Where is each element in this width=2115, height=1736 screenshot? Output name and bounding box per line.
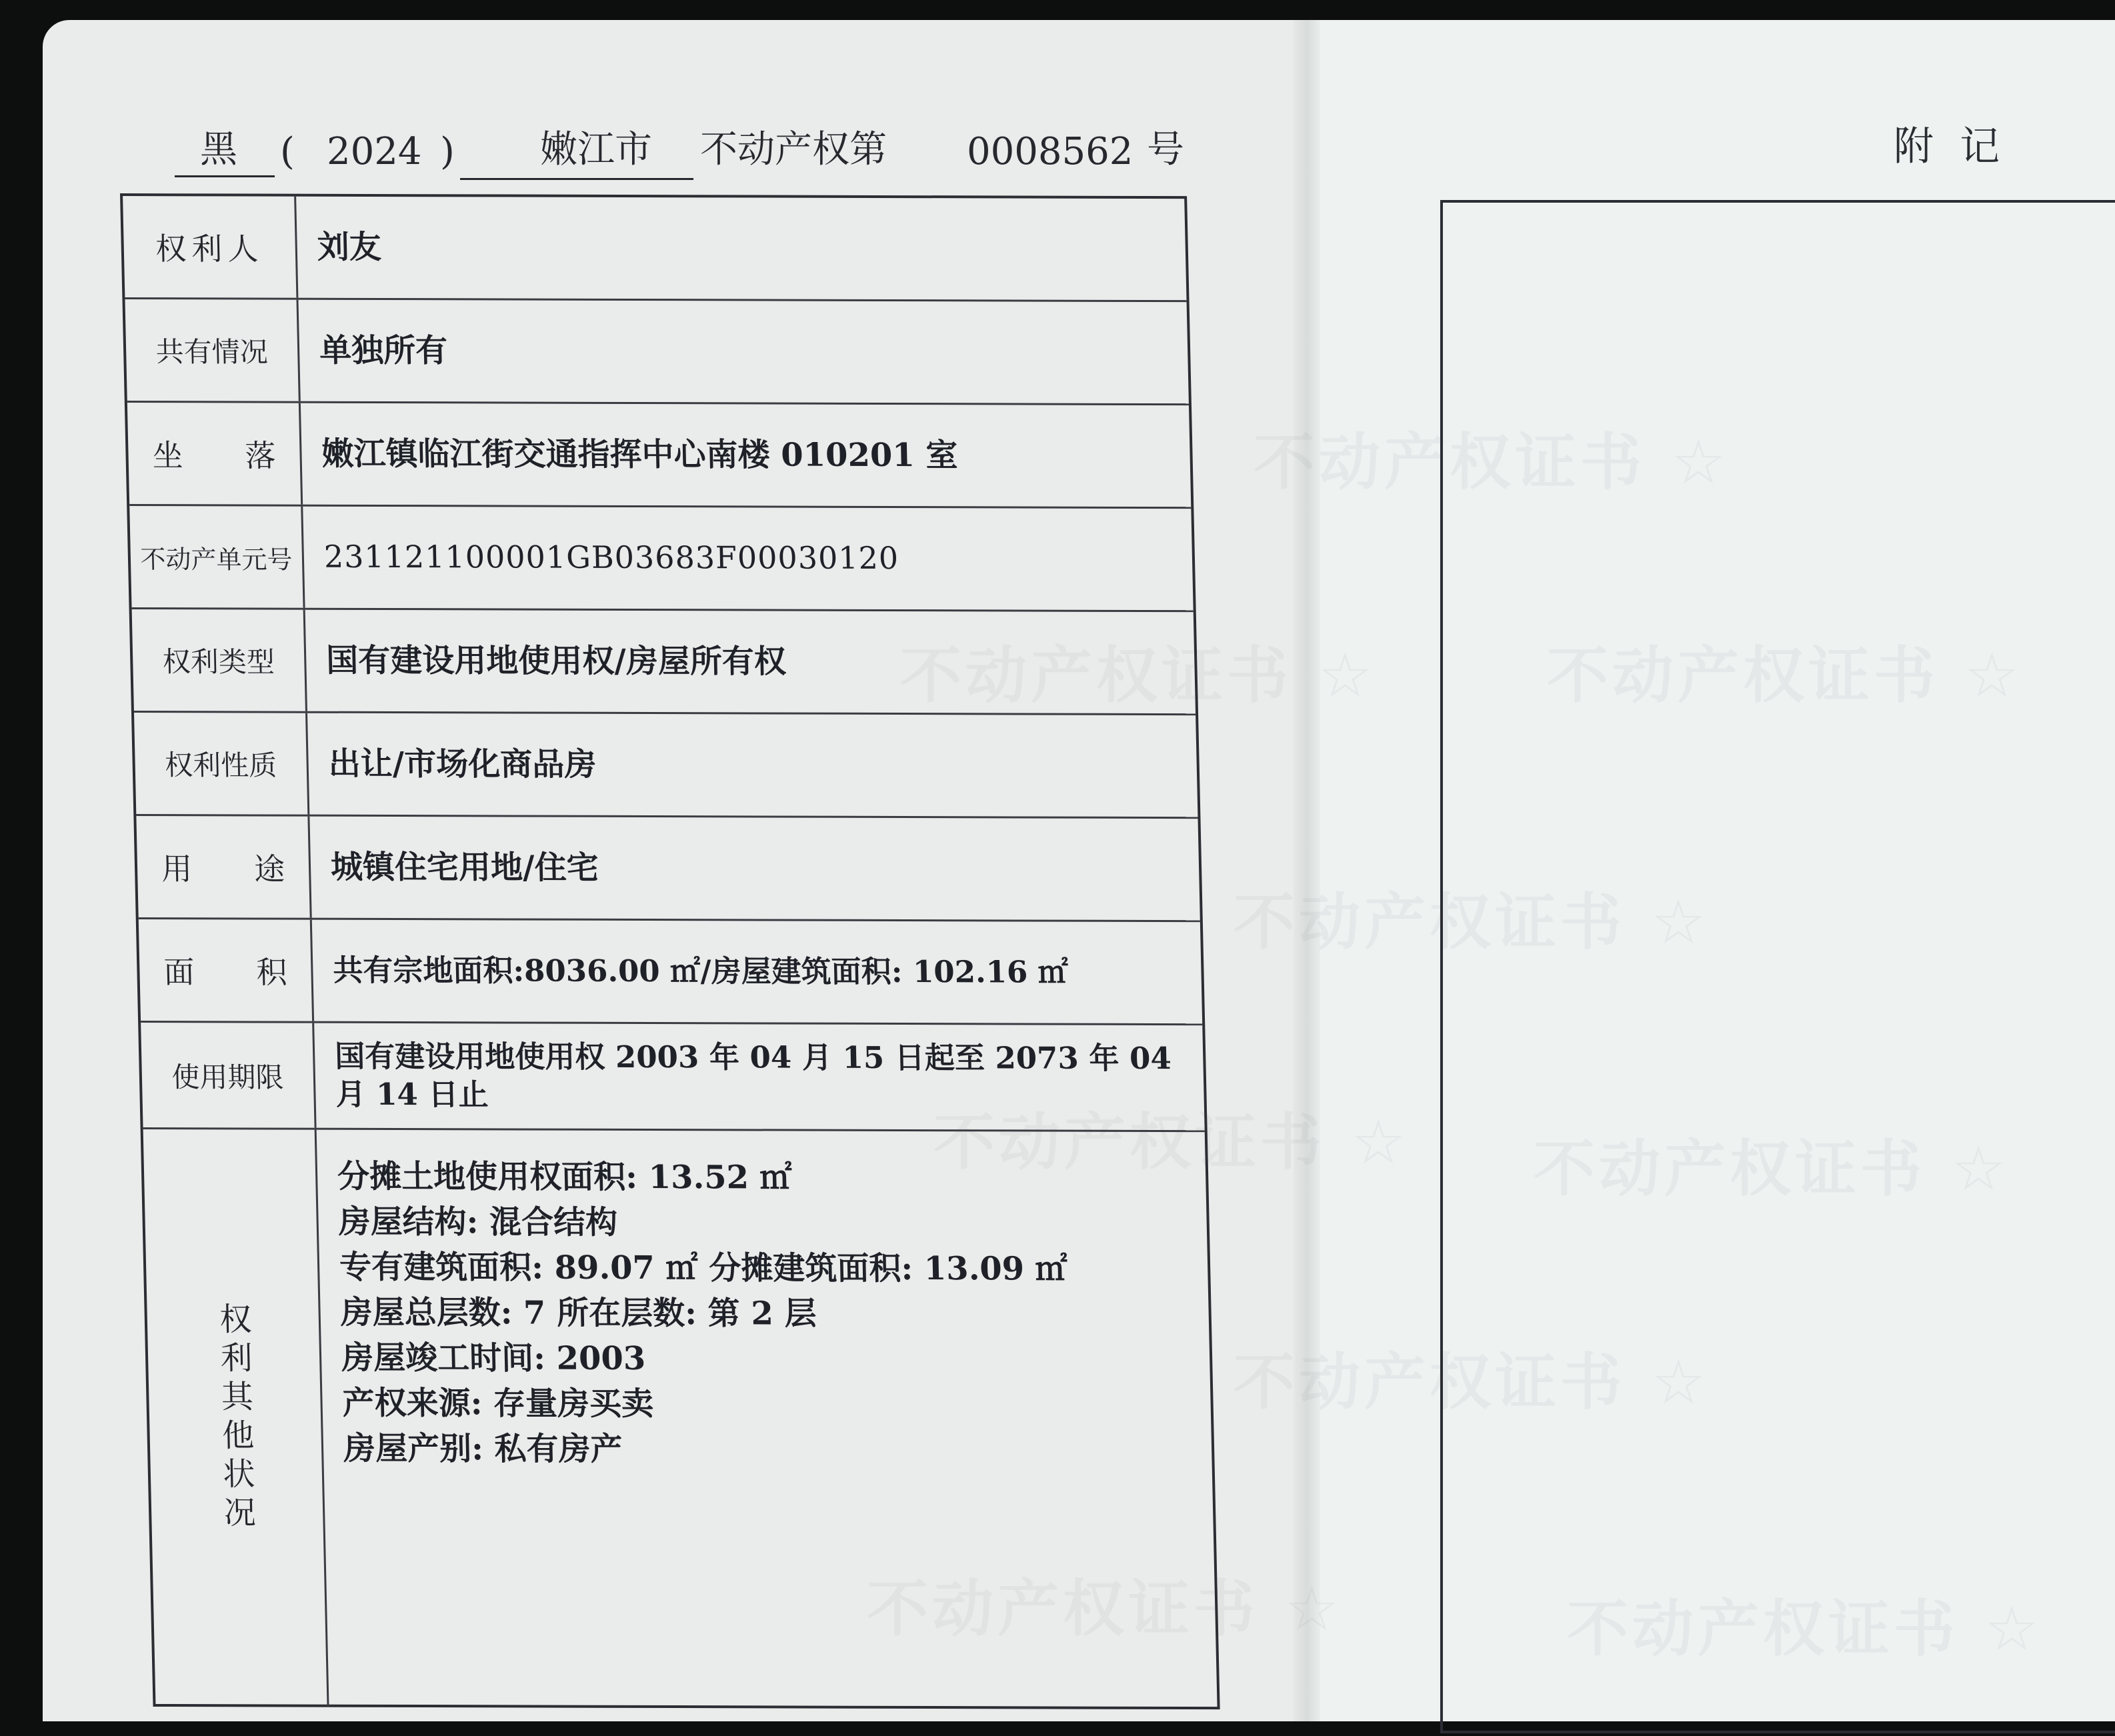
info-line: 房屋总层数: 7 所在层数: 第 2 层 [340,1293,817,1333]
city-name: 嫩江市 [540,128,652,171]
table-row [139,919,1202,1025]
watermark-text: 不动产权证书 ☆ [867,1573,1344,1645]
ownership-value: 单独所有 [319,331,448,370]
table-row [125,299,1188,405]
watermark-text: 不动产权证书 ☆ [1547,640,2024,711]
unit-number-value: 231121100001GB03683F00030120 [323,539,899,577]
watermark-text: 不动产权证书 ☆ [1254,427,1730,498]
row-label: 权利人 [123,196,298,298]
info-line: 专有建筑面积: 89.07 ㎡ 分摊建筑面积: 13.09 ㎡ [339,1248,1068,1288]
label-char: 坐 [151,437,184,474]
info-line: 分摊土地使用权面积: 13.52 ㎡ [337,1157,793,1197]
cert-label: 不动产权第 [700,128,887,171]
province-abbr: 黑 [200,128,237,171]
row-label: 权利性质 [134,713,309,815]
certificate-number-line [167,120,1194,193]
location-value: 嫩江镇临江街交通指挥中心南楼 010201 室 [321,435,959,475]
open-paren: ( [280,130,295,173]
other-info-value [337,1130,1198,1736]
info-line: 房屋竣工时间: 2003 [341,1339,646,1377]
watermark-text: 不动产权证书 ☆ [933,1107,1410,1178]
info-line: 房屋产别: 私有房产 [343,1429,623,1468]
table-row [127,403,1191,509]
table-row [134,713,1198,819]
cert-number: 0008562 [967,130,1134,173]
row-label [136,816,311,918]
row-label: 权利类型 [132,609,307,711]
row-label [127,403,303,505]
row-label [139,919,314,1021]
label-char: 途 [253,851,285,887]
close-paren: ) [440,130,455,173]
table-row [143,1129,1218,1709]
label-char: 面 [163,954,195,991]
page-fold [1294,20,1320,1721]
table-row [123,196,1186,302]
watermark-text: 不动产权证书 ☆ [1234,887,1710,958]
term-value: 国有建设用地使用权 2003 年 04 月 15 日起至 2073 年 04 月 14 日止 [334,1039,1172,1112]
right-nature-value: 出让/市场化商品房 [328,745,597,783]
row-label: 共有情况 [125,299,300,401]
label-char: 积 [255,954,288,991]
table-row [129,506,1193,612]
table-row [136,816,1200,922]
label-char: 落 [244,437,277,474]
watermark-text: 不动产权证书 ☆ [1534,1133,2010,1205]
number-suffix: 号 [1147,128,1184,171]
area-value: 共有宗地面积:8036.00 ㎡/房屋建筑面积: 102.16 ㎡ [332,952,1069,990]
table-row [132,609,1196,715]
right-page-title: 附 记 [1894,123,2007,170]
property-table [120,193,1220,1709]
row-label: 不动产单元号 [129,506,305,608]
watermark-text: 不动产权证书 ☆ [900,640,1377,711]
row-label: 权利其他状况 [143,1129,329,1707]
cert-year: 2024 [327,130,422,173]
watermark-text: 不动产权证书 ☆ [1234,1347,1710,1418]
info-line: 产权来源: 存量房买卖 [341,1384,654,1423]
right-type-value: 国有建设用地使用权/房屋所有权 [325,641,787,681]
label-char: 用 [161,851,193,887]
owner-value: 刘友 [317,228,382,267]
info-line: 房屋结构: 混合结构 [338,1203,618,1241]
row-label: 使用期限 [141,1023,316,1128]
usage-value: 城镇住宅用地/住宅 [330,848,599,887]
watermark-text: 不动产权证书 ☆ [1567,1593,2044,1665]
table-row [141,1023,1205,1132]
annotation-box [1440,200,2115,1733]
